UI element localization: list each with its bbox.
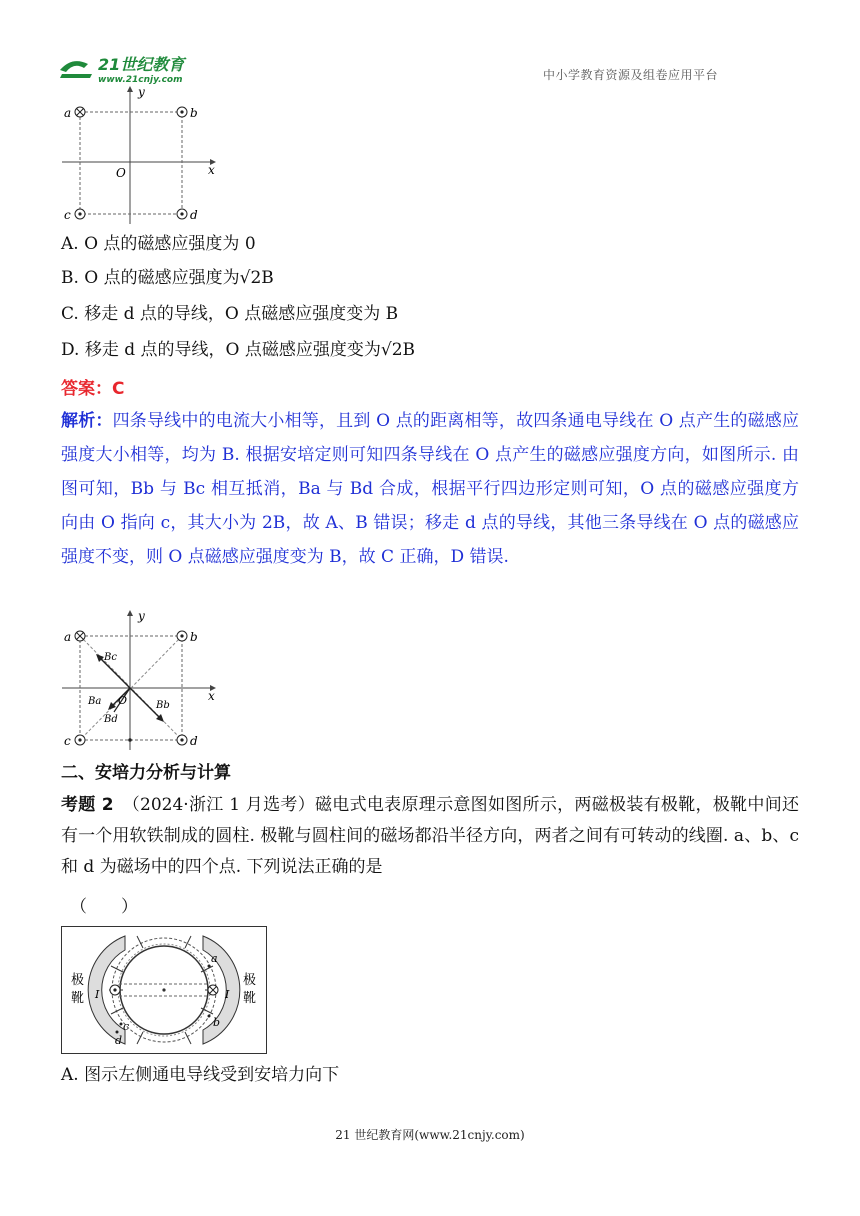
center-dot [162,988,165,991]
pole-label-right-2: 靴 [243,991,257,1006]
point-b-dot [208,1015,211,1018]
pole-label-left-2: 靴 [71,991,85,1006]
figure-galvanometer [61,926,267,1054]
option-d: D. 移走 d 点的导线，O 点磁感应强度变为√2B [61,340,416,360]
label-origin: O [118,694,128,707]
label-x: x [208,689,215,703]
analysis-text: 四条导线中的电流大小相等，且到 O 点的距离相等，故四条通电导线在 O 点产生的磁感应强度大小相等，均为 B. 根据安培定则可知四条导线在 O 点产生的磁感应强度方向，如图所示. 由图可知，Bb 与 Bc 相互抵消，Ba 与 Bd 合成，根据平行四边形定则可知，O 点的磁感应强度方向由 O 指向 c，其大小为 2B，故 A、B 错误；移走 d 点的导线，其他三条导线在 O 点的磁感应强度不变，则 O 点磁感应强度变为 B，故 C 正确，D 错误. [61,411,799,567]
axis-dot [128,738,132,742]
answer-blank: （ ） [70,897,138,917]
label-b: b [190,106,198,120]
label-current-right: I [225,988,230,1001]
label-d: d [190,734,198,748]
label-b: b [190,630,198,644]
header-platform-text: 中小学教育资源及组卷应用平台 [542,68,718,82]
y-axis-arrow-icon [127,610,133,616]
question-label: 考题 2 [61,795,114,815]
label-d: d [190,208,198,222]
logo-text: 21世纪教育 [98,55,185,74]
label-bb: Bb [156,700,170,711]
label-current-left: I [95,988,100,1001]
question2-option-a: A. 图示左侧通电导线受到安培力向下 [61,1065,340,1085]
label-ba: Ba [88,696,102,707]
answer: 答案：C [61,379,125,399]
cross-wire-icon [75,631,85,641]
page-footer: 21 世纪教育网(www.21cnjy.com) [335,1128,525,1142]
dot-wire-icon [110,985,120,995]
label-bc: Bc [104,652,117,663]
cross-wire-icon [75,107,85,117]
pole-label-right-1: 极 [243,973,257,988]
label-b: b [213,1016,221,1029]
dot-wire-icon [177,631,187,641]
label-c: c [64,208,71,222]
cross-wire-icon [208,985,218,995]
label-bd: Bd [104,714,118,725]
option-a: A. O 点的磁感应强度为 0 [61,234,256,254]
figure-wire-square [58,84,228,230]
label-y: y [138,85,145,99]
label-a: a [64,630,72,644]
label-x: x [208,163,215,177]
section-heading: 二、安培力分析与计算 [61,763,231,783]
y-axis-arrow-icon [127,86,133,92]
label-a: a [211,952,218,965]
dot-wire-icon [75,209,85,219]
question-text: （2024·浙江 1 月选考）磁电式电表原理示意图如图所示，两磁极装有极靴，极靴中间还有一个用软铁制成的圆柱. 极靴与圆柱间的磁场都沿半径方向，两者之间有可转动的线圈. a、b、c 和 d 为磁场中的四个点. 下列说法正确的是 [61,795,799,877]
label-c: c [123,1020,130,1033]
dot-wire-icon [177,209,187,219]
label-c: c [64,734,71,748]
site-logo [58,52,228,86]
label-origin: O [116,166,126,180]
analysis-label: 解析： [61,411,113,431]
option-b: B. O 点的磁感应强度为√2B [61,268,274,288]
page-header [0,0,860,90]
dot-wire-icon [177,107,187,117]
label-y: y [138,609,145,623]
question-block [61,790,799,883]
label-a: a [64,106,72,120]
logo-url: www.21cnjy.com [98,75,183,85]
dashed-square [80,112,182,214]
dot-wire-icon [177,735,187,745]
analysis-block [61,404,799,574]
pole-label-left-1: 极 [71,973,85,988]
label-d: d [115,1034,123,1047]
dot-wire-icon [75,735,85,745]
figure-field-vectors [58,608,228,754]
option-c: C. 移走 d 点的导线，O 点磁感应强度变为 B [61,304,399,324]
